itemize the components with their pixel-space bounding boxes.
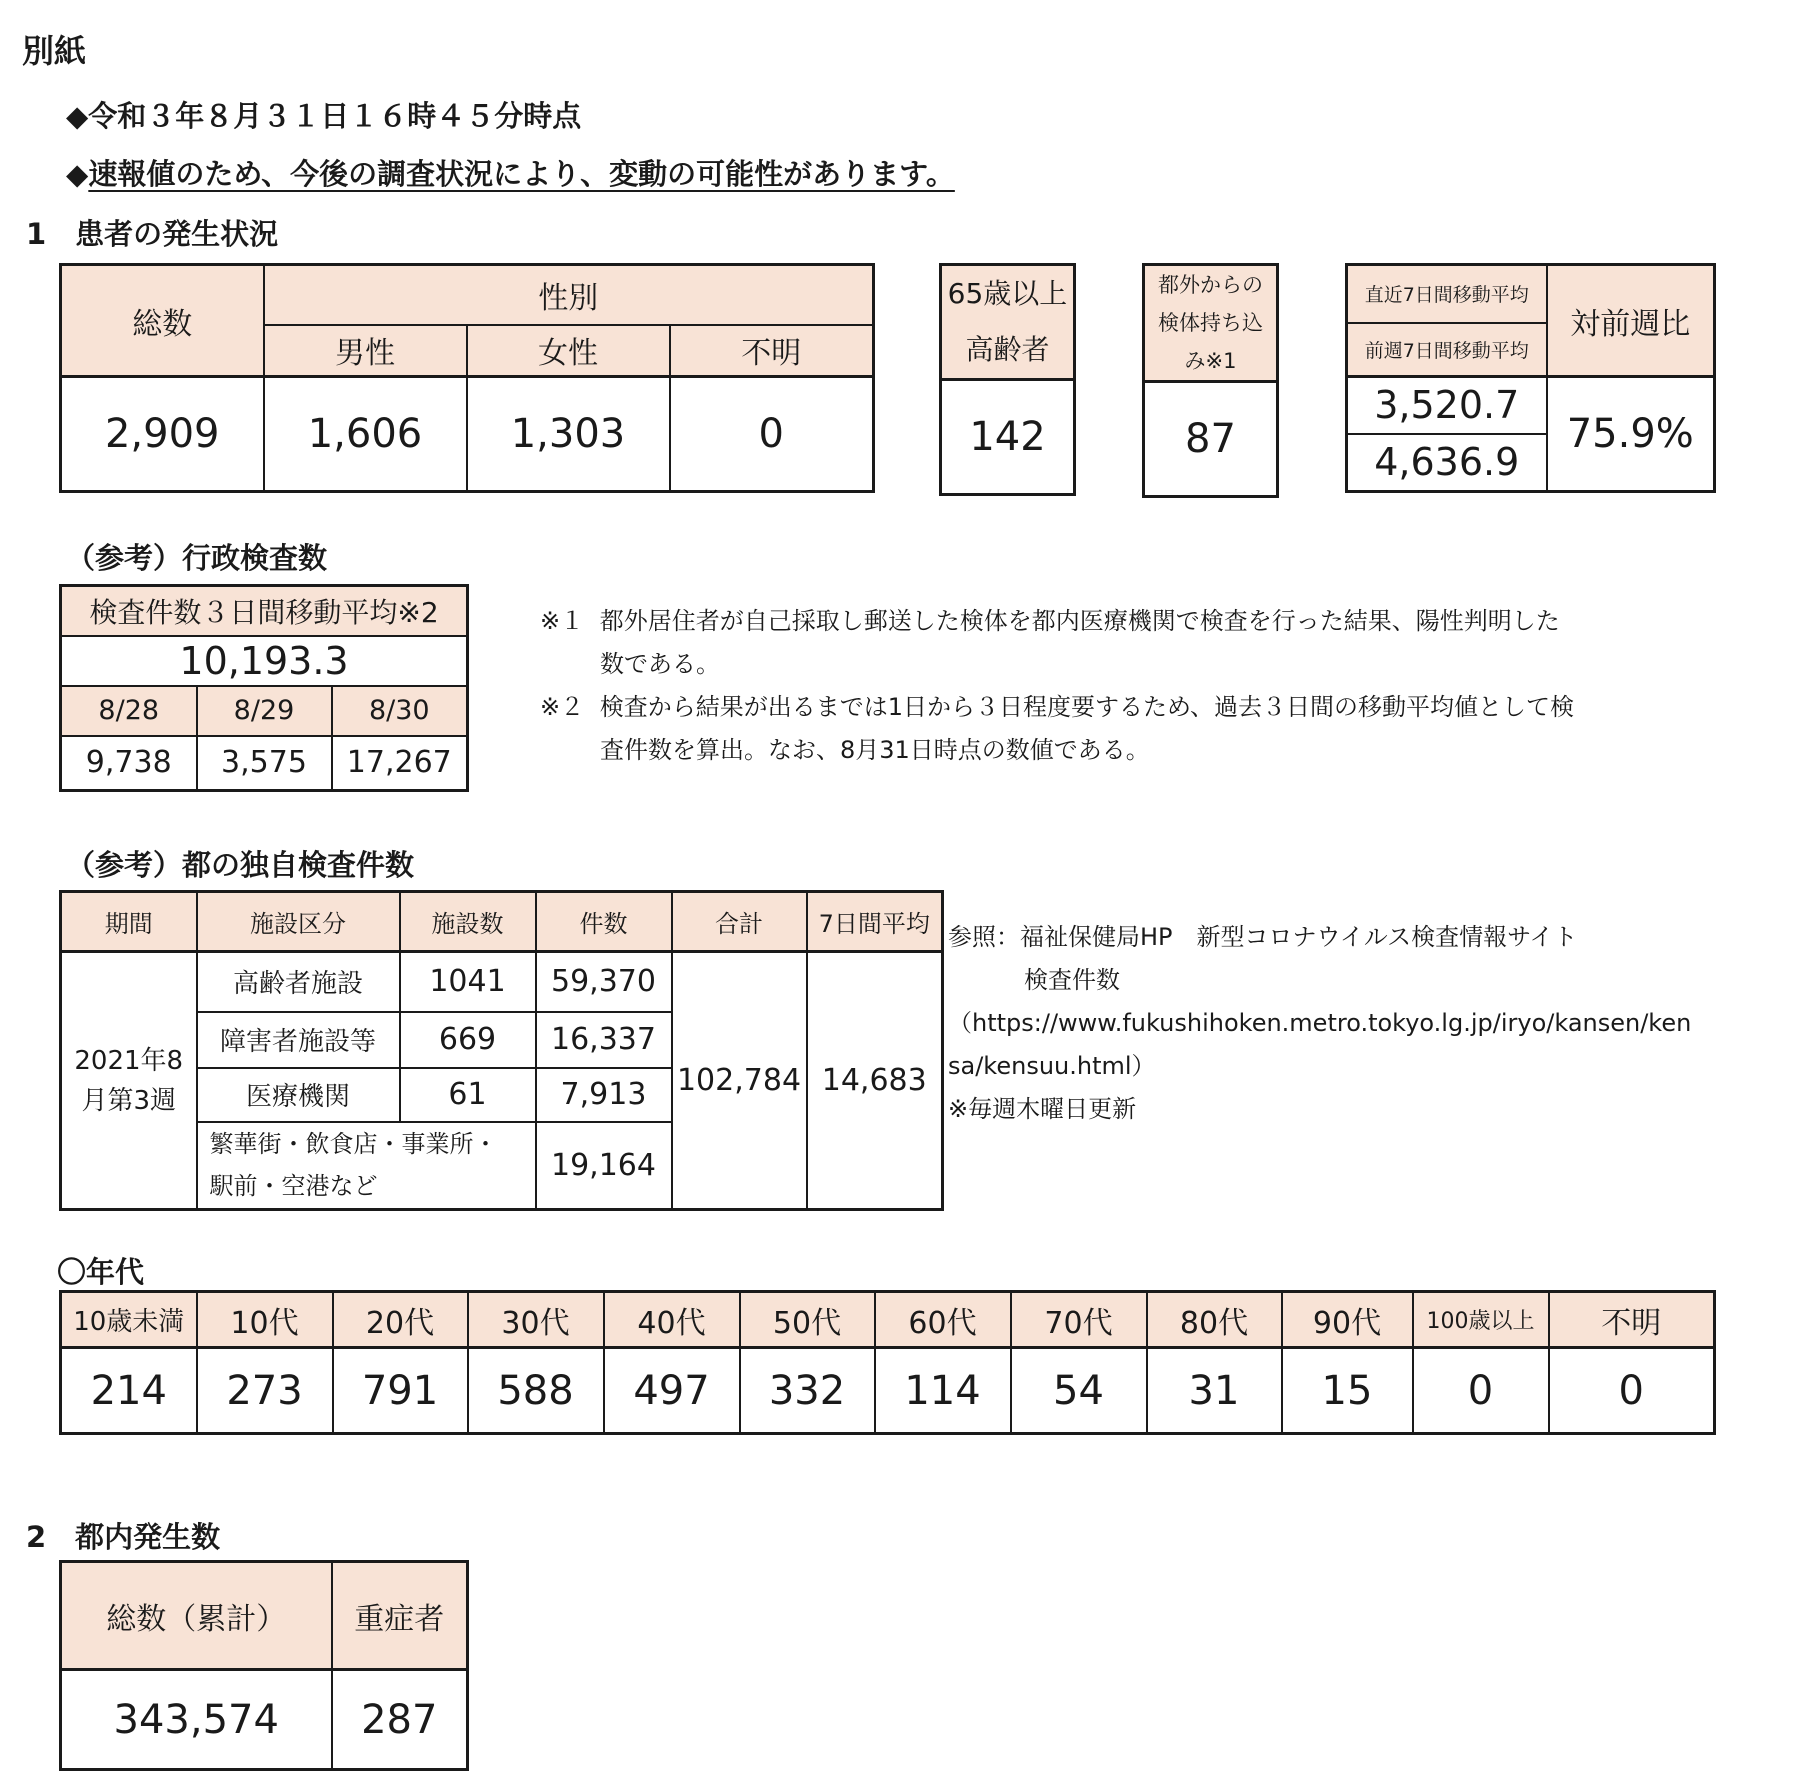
severe-value: 287: [332, 1670, 468, 1770]
admin-tests-table: [59, 584, 469, 792]
page-title: 別紙: [22, 32, 87, 70]
disclaimer-mark: ◆: [66, 157, 89, 191]
footnote-2-mark: ※２: [540, 693, 585, 721]
ratio-value: 75.9%: [1547, 377, 1715, 492]
independent-heading: （参考）都の独自検査件数: [66, 848, 415, 882]
total-cell: 102,784: [672, 952, 807, 1210]
age-label: 100歳以上: [1413, 1292, 1549, 1348]
count-cell: 59,370: [536, 952, 672, 1012]
age-value: 214: [61, 1348, 197, 1434]
age-label: 40代: [604, 1292, 740, 1348]
category-cell-wide: 繁華街・飲食店・事業所・ 駅前・空港など: [197, 1122, 536, 1210]
age-label: 20代: [333, 1292, 468, 1348]
facilities-cell: 669: [400, 1012, 536, 1068]
ratio-label: 対前週比: [1547, 265, 1715, 377]
admin-date: 8/30: [332, 686, 468, 736]
total-label: 総数: [61, 265, 264, 377]
count-cell: 16,337: [536, 1012, 672, 1068]
outside-table: [1142, 263, 1279, 498]
col-header-facilities: 施設数: [400, 892, 536, 952]
patient-main-table: [59, 263, 875, 493]
age-value: 0: [1413, 1348, 1549, 1434]
section1-heading: 1 患者の発生状況: [26, 217, 279, 251]
count-cell: 7,913: [536, 1068, 672, 1122]
recent-avg-value: 3,520.7: [1347, 377, 1547, 434]
disclaimer-line: [66, 152, 955, 193]
disclaimer-text: 速報値のため、今後の調査状況により、変動の可能性があります。: [88, 157, 955, 191]
elderly-table: [939, 263, 1076, 496]
admin-tests-heading: （参考）行政検査数: [66, 541, 328, 575]
admin-value: 9,738: [61, 736, 197, 791]
total-value: 2,909: [61, 377, 264, 492]
sex-label: 性別: [264, 265, 874, 325]
outside-value: 87: [1144, 382, 1278, 497]
elderly-label-line2: 高齢者: [965, 333, 1050, 366]
footnote-2-line1: 検査から結果が出るまでは1日から３日程度要するため、過去３日間の移動平均値として検: [599, 693, 1575, 721]
age-value: 114: [875, 1348, 1011, 1434]
cumulative-total-label: 総数（累計）: [61, 1562, 332, 1670]
reference-line1: 参照：福祉保健局HP 新型コロナウイルス検査情報サイト: [948, 923, 1578, 951]
age-value: 497: [604, 1348, 740, 1434]
age-value: 54: [1011, 1348, 1147, 1434]
category-cell: 高齢者施設: [197, 952, 400, 1012]
category-cell: 障害者施設等: [197, 1012, 400, 1068]
admin-value: 17,267: [332, 736, 468, 791]
col-header-category: 施設区分: [197, 892, 400, 952]
age-label: 80代: [1147, 1292, 1282, 1348]
footnote-1-line2: 数である。: [600, 650, 720, 678]
elderly-label: [941, 265, 1075, 380]
admin-avg-label: 検査件数３日間移動平均※2: [61, 586, 468, 636]
age-value: 273: [197, 1348, 333, 1434]
age-label: 10代: [197, 1292, 333, 1348]
age-value: 0: [1549, 1348, 1715, 1434]
reference-url-line1: （https://www.fukushihoken.metro.tokyo.lg.jp/iryo/kansen/ken: [948, 1009, 1692, 1037]
count-cell: 19,164: [536, 1122, 672, 1210]
prev-avg-label: 前週7日間移動平均: [1347, 323, 1547, 377]
reference-line2: 検査件数: [1024, 966, 1120, 994]
severe-label: 重症者: [332, 1562, 468, 1670]
age-label: 90代: [1282, 1292, 1413, 1348]
age-value: 31: [1147, 1348, 1282, 1434]
unknown-value: 0: [670, 377, 874, 492]
age-value: 15: [1282, 1348, 1413, 1434]
female-value: 1,303: [467, 377, 670, 492]
male-label: 男性: [264, 325, 467, 377]
category-cell: 医療機関: [197, 1068, 400, 1122]
reference-url-line2: sa/kensuu.html）: [948, 1052, 1156, 1080]
admin-value: 3,575: [197, 736, 332, 791]
age-value: 791: [333, 1348, 468, 1434]
female-label: 女性: [467, 325, 670, 377]
reference-update-note: ※毎週木曜日更新: [948, 1095, 1137, 1123]
unknown-label: 不明: [670, 325, 874, 377]
age-label: 不明: [1549, 1292, 1715, 1348]
facilities-cell: 61: [400, 1068, 536, 1122]
col-header-total: 合計: [672, 892, 807, 952]
age-label: 60代: [875, 1292, 1011, 1348]
cumulative-table: [59, 1560, 469, 1771]
age-label: 30代: [468, 1292, 604, 1348]
independent-table: [59, 890, 944, 1211]
average-table: [1345, 263, 1716, 493]
avg7-cell: 14,683: [807, 952, 943, 1210]
period-cell: 2021年8 月第3週: [61, 952, 197, 1210]
male-value: 1,606: [264, 377, 467, 492]
col-header-avg7: 7日間平均: [807, 892, 943, 952]
footnote-1: [540, 600, 1560, 643]
age-value: 332: [740, 1348, 875, 1434]
facilities-cell: 1041: [400, 952, 536, 1012]
elderly-value: 142: [941, 380, 1075, 495]
age-value: 588: [468, 1348, 604, 1434]
section2-heading: 2 都内発生数: [26, 1520, 221, 1554]
footnote-2: [540, 686, 1574, 729]
footnote-1-mark: ※１: [540, 607, 585, 635]
col-header-period: 期間: [61, 892, 197, 952]
footnote-1-line1: 都外居住者が自己採取し郵送した検体を都内医療機関で検査を行った結果、陽性判明した: [599, 607, 1560, 635]
age-label: 10歳未満: [61, 1292, 197, 1348]
age-heading: 〇年代: [57, 1255, 145, 1289]
col-header-count: 件数: [536, 892, 672, 952]
age-table: [59, 1290, 1716, 1435]
timestamp-line: ◆令和３年８月３１日１６時４５分時点: [66, 99, 582, 133]
admin-avg-value: 10,193.3: [61, 636, 468, 686]
age-label: 50代: [740, 1292, 875, 1348]
elderly-label-line1: 65歳以上: [947, 277, 1068, 310]
age-label: 70代: [1011, 1292, 1147, 1348]
outside-label: 都外からの 検体持ち込 み※1: [1144, 265, 1278, 382]
footnote-2-line2: 査件数を算出。なお、8月31日時点の数値である。: [600, 736, 1150, 764]
cumulative-total-value: 343,574: [61, 1670, 332, 1770]
admin-date: 8/28: [61, 686, 197, 736]
prev-avg-value: 4,636.9: [1347, 434, 1547, 492]
admin-date: 8/29: [197, 686, 332, 736]
recent-avg-label: 直近7日間移動平均: [1347, 265, 1547, 323]
